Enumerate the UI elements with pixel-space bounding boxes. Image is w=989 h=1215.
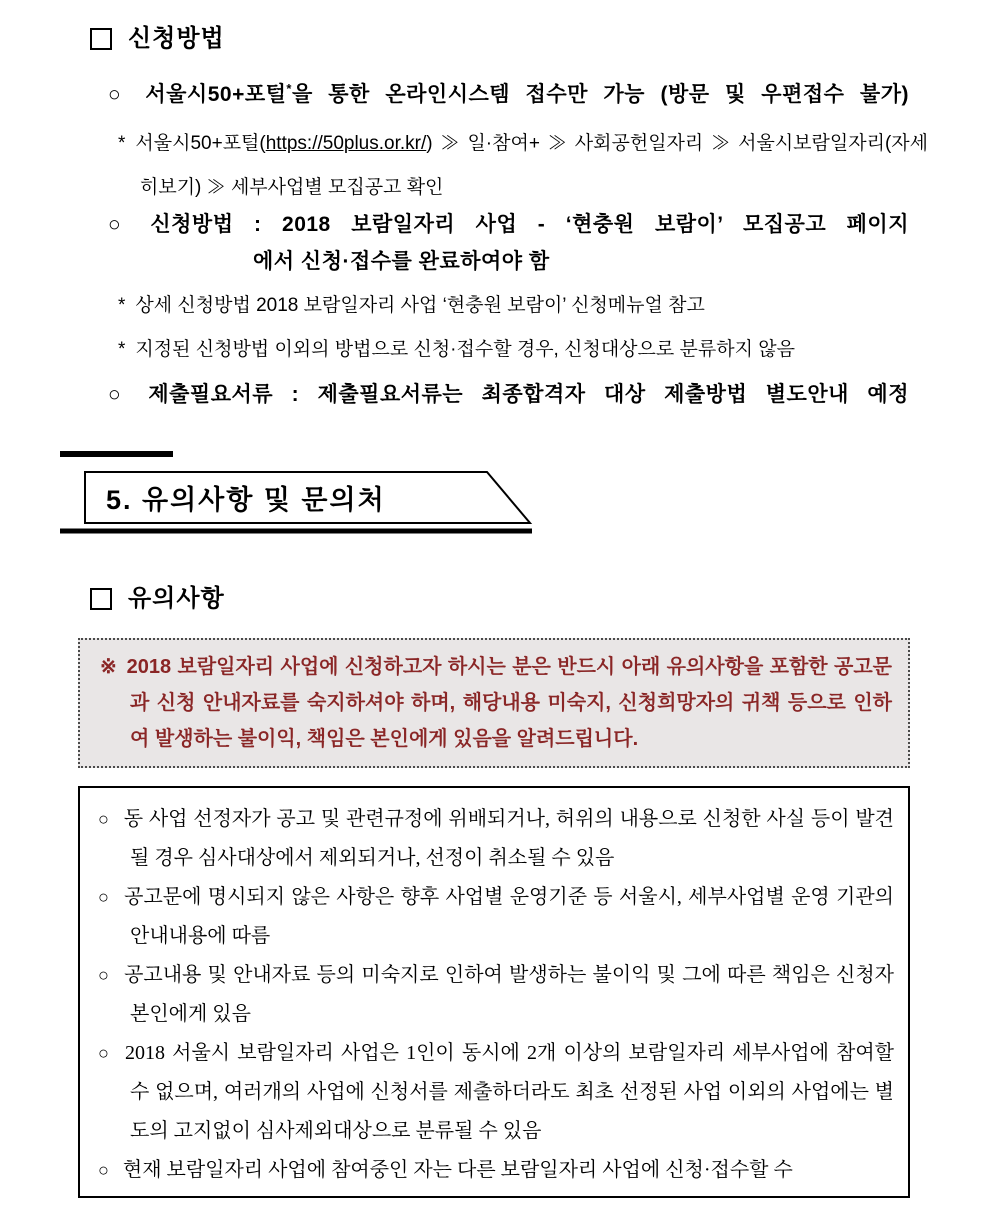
bullet-online-application bbox=[108, 74, 909, 110]
note-portal-pre: 서울시50+포털( bbox=[135, 133, 266, 154]
note-portal-path bbox=[118, 122, 928, 210]
circle-bullet-icon: ○ bbox=[98, 809, 110, 829]
caution-item bbox=[98, 878, 894, 956]
bullet-apply-method-line2: 에서 신청·접수를 완료하여야 함 bbox=[253, 250, 550, 273]
reference-mark-icon: ※ bbox=[100, 656, 118, 678]
note-manual bbox=[118, 284, 928, 328]
circle-bullet-icon: ○ bbox=[108, 83, 131, 106]
notice-text-wrap bbox=[100, 649, 892, 757]
footnote-asterisk: * bbox=[286, 81, 292, 96]
section-banner bbox=[60, 450, 538, 542]
caution-item-text: 2018 서울시 보람일자리 사업은 1인이 동시에 2개 이상의 보람일자리 세부사업에 참여할 수 없으며, 여러개의 사업에 신청서를 제출하더라도 최초 선정된 사업 이외의 사업에는 별도의 고지없이 심사제외대상으로 분류될 수 있음 bbox=[125, 1042, 894, 1142]
note-invalid-method bbox=[118, 328, 928, 372]
caution-item-text: 동 사업 선정자가 공고 및 관련규정에 위배되거나, 허위의 내용으로 신청한 사실 등이 발견될 경우 심사대상에서 제외되거나, 선정이 취소될 수 있음 bbox=[123, 808, 894, 869]
circle-bullet-icon: ○ bbox=[108, 383, 134, 406]
notice-text: 2018 보람일자리 사업에 신청하고자 하시는 분은 반드시 아래 유의사항을 포함한 공고문과 신청 안내자료를 숙지하셔야 하며, 해당내용 미숙지, 신청희망자의 귀책 등으로 인하여 발생하는 불이익, 책임은 본인에게 있음을 알려드립니다. bbox=[126, 656, 892, 750]
caution-item-text: 공고내용 및 안내자료 등의 미숙지로 인하여 발생하는 불이익 및 그에 따른 책임은 신청자 본인에게 있음 bbox=[124, 964, 894, 1025]
square-bullet-icon bbox=[90, 588, 112, 610]
asterisk-marker: * bbox=[118, 133, 126, 154]
caution-item bbox=[98, 1034, 894, 1151]
caution-item bbox=[98, 800, 894, 878]
square-bullet-icon bbox=[90, 28, 112, 50]
apply-section-heading bbox=[90, 0, 989, 54]
caution-section-heading bbox=[90, 584, 989, 614]
caution-item-text: 현재 보람일자리 사업에 참여중인 자는 다른 보람일자리 사업에 신청·접수할 수 bbox=[122, 1159, 793, 1181]
caution-list-box bbox=[78, 786, 910, 1198]
circle-bullet-icon: ○ bbox=[98, 1043, 112, 1063]
portal-url-link[interactable]: https://50plus.or.kr/ bbox=[265, 133, 427, 154]
bullet-required-documents bbox=[108, 380, 909, 410]
apply-section-title: 신청방법 bbox=[128, 25, 225, 52]
circle-bullet-icon: ○ bbox=[108, 213, 136, 236]
circle-bullet-icon: ○ bbox=[98, 1160, 109, 1180]
circle-bullet-icon: ○ bbox=[98, 887, 111, 907]
required-documents-text: 제출필요서류 : 제출필요서류는 최종합격자 대상 제출방법 별도안내 예정 bbox=[148, 383, 909, 406]
apply-method-text: 신청방법 : 2018 보람일자리 사업 - ‘현충원 보람이’ 모집공고 페이지 bbox=[150, 213, 909, 236]
circle-bullet-icon: ○ bbox=[98, 965, 111, 985]
asterisk-marker: * bbox=[118, 295, 126, 316]
note-portal-post: ) ≫ 일·참여+ ≫ 사회공헌일자리 ≫ 서울시보람일자리(자세히보기) ≫ 세부사업별 모집공고 확인 bbox=[140, 133, 928, 198]
bullet-apply-method-line1 bbox=[108, 210, 909, 240]
asterisk-marker: * bbox=[118, 339, 126, 360]
bullet-online-pre: 서울시50+포털 bbox=[145, 83, 287, 106]
note-invalid-method-text: 지정된 신청방법 이외의 방법으로 신청·접수할 경우, 신청대상으로 분류하지 않음 bbox=[135, 339, 795, 360]
bullet-online-post: 을 통한 온라인시스템 접수만 가능 (방문 및 우편접수 불가) bbox=[291, 83, 910, 106]
caution-item-text: 공고문에 명시되지 않은 사항은 향후 사업별 운영기준 등 서울시, 세부사업별 운영 기관의 안내내용에 따름 bbox=[124, 886, 894, 947]
note-manual-text: 상세 신청방법 2018 보람일자리 사업 ‘현충원 보람이’ 신청메뉴얼 참고 bbox=[135, 295, 705, 316]
caution-item bbox=[98, 956, 894, 1034]
bullet-apply-method bbox=[0, 210, 989, 284]
caution-section-title: 유의사항 bbox=[128, 585, 225, 612]
banner-title: 5. 유의사항 및 문의처 bbox=[106, 485, 386, 515]
caution-item bbox=[98, 1151, 894, 1190]
notice-box bbox=[78, 638, 910, 768]
